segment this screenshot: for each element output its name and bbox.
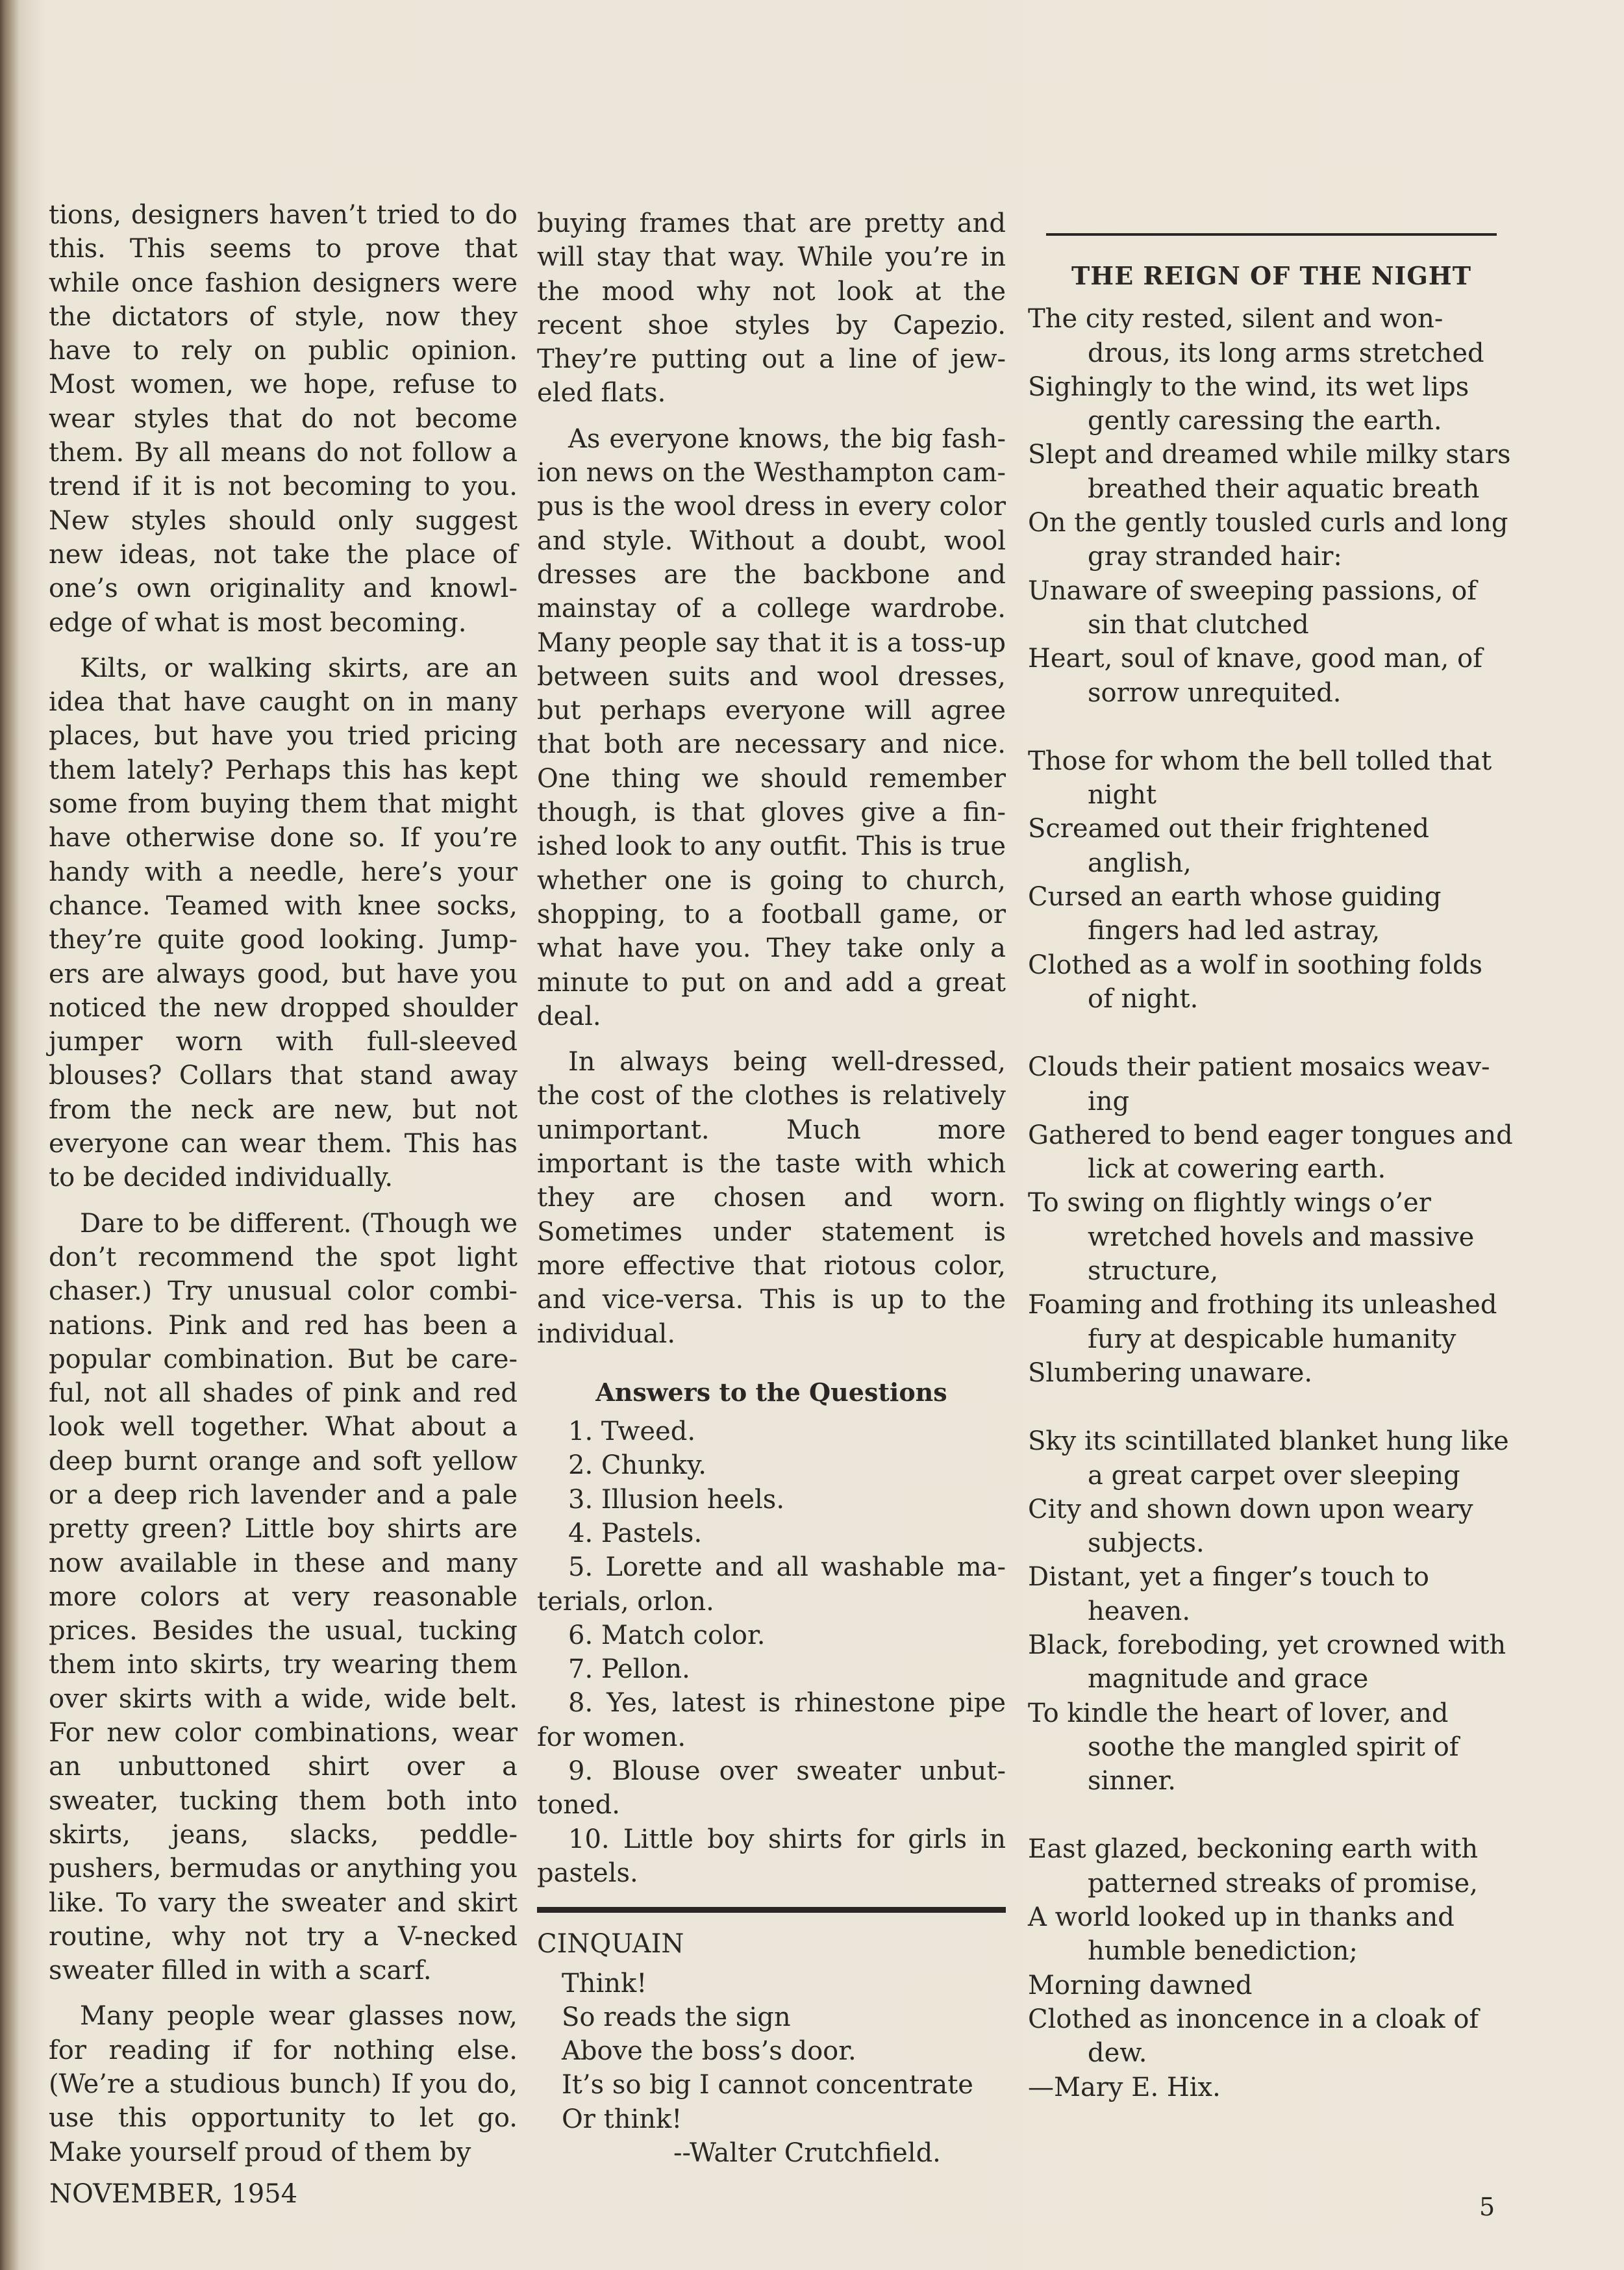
issue-date: NOVEMBER, 1954 — [49, 2179, 298, 2209]
poem-line: Screamed out their frightened anglish, — [1028, 814, 1430, 878]
poem-line: To kindle the heart of lover, and soothe the mangled spirit of sinner. — [1028, 1698, 1459, 1797]
article-paragraph: Kilts, or walking skirts, are an idea that have caught on in many places, but have you tried pricing them lately? Perhaps this has kept some from buying them that might have otherwise done so. If you’re handy with a needle, here’s your chance. Teamed with knee socks, they’re quite good looking. Jumpers are always good, but have you noticed the new dropped shoulder jumper worn with full-sleeved blouses? Collars that stand away from the neck are new, but not everyone can wear them. This has to be decided individually. — [49, 653, 518, 1193]
poem-line: Think! — [562, 1968, 647, 1999]
poem-line: So reads the sign — [562, 2002, 791, 2032]
poem-line: Above the boss’s door. — [562, 2036, 856, 2067]
poem-line: On the gently tousled curls and long gray stranded hair: — [1028, 508, 1508, 572]
poem-stanza — [1028, 1832, 1515, 2070]
poem-title: THE REIGN OF THE NIGHT — [1071, 261, 1471, 290]
poem-author: —Mary E. Hix. — [1028, 2072, 1221, 2102]
answer-item: 1. Tweed. — [568, 1417, 696, 1447]
poem-title: CINQUAIN — [537, 1929, 684, 1960]
poem-line: Sighingly to the wind, its wet lips gently caressing the earth. — [1028, 372, 1469, 436]
article-column-left — [49, 198, 518, 2169]
poem-line: City and shown down upon weary subjects. — [1028, 1494, 1473, 1559]
poem-column-right — [1028, 207, 1515, 2104]
article-paragraph: As everyone knows, the big fashion news on the Westhampton campus is the wool dress in every color and style. Without a doubt, wool dresses are the backbone and mainstay of a college wardrobe. Many people say that it is a toss-up between suits and wool dresses, but perhaps everyone will agree that both are necessary and nice. One thing we should remember though, is that gloves give a finished look to any outfit. This is true whether one is going to church, shopping, to a football game, or what have you. They take only a minute to put on and add a great deal. — [537, 423, 1006, 1031]
poem-line: Or think! — [562, 2104, 682, 2134]
poem-stanza — [1028, 1050, 1515, 1390]
poem-line: Those for whom the bell tolled that night — [1028, 746, 1492, 811]
answer-item: 7. Pellon. — [568, 1654, 690, 1685]
answer-item: 6. Match color. — [568, 1620, 766, 1650]
poem-line: Clothed as inoncence in a cloak of dew. — [1028, 2004, 1479, 2069]
answer-item: 10. Little boy shirts for girls in pastels. — [537, 1824, 1006, 1888]
answer-item: 9. Blouse over sweater unbuttoned. — [537, 1756, 1006, 1821]
article-paragraph: buying frames that are pretty and will stay that way. While you’re in the mood why not look at the recent shoe styles by Capezio. They’re putting out a line of jeweled flats. — [537, 208, 1006, 409]
answer-item: 3. Illusion heels. — [568, 1484, 785, 1515]
poem-line: Foaming and frothing its unleashed fury at despicable humanity — [1028, 1290, 1497, 1354]
poem-line: Slumbering unaware. — [1028, 1357, 1313, 1388]
poem-line: It’s so big I cannot concentrate — [562, 2070, 973, 2100]
poem-line: Clothed as a wolf in soothing folds of night. — [1028, 950, 1483, 1014]
poem-line: The city rested, silent and wondrous, its long arms stretched — [1028, 304, 1484, 368]
poem-line: A world looked up in thanks and humble benediction; — [1028, 1902, 1455, 1967]
article-paragraph: Dare to be different. (Though we don’t recommend the spot light chaser.) Try unusual color combinations. Pink and red has been a popular combination. But be careful, not all shades of pink and red look well together. What about a deep burnt orange and soft yellow or a deep rich lavender and a pale pretty green? Little boy shirts are now available in these and many more colors at very reasonable prices. Besides the usual, tucking them into skirts, try wearing them over skirts with a wide, wide belt. For new color combinations, wear an unbuttoned shirt over a sweater, tucking them both into skirts, jeans, slacks, peddle-pushers, bermudas or anything you like. To vary the sweater and skirt routine, why not try a V-necked sweater filled in with a scarf. — [49, 1208, 518, 1986]
answers-section — [537, 1376, 1006, 1890]
poem-line: Slept and dreamed while milky stars breathed their aquatic breath — [1028, 440, 1511, 504]
divider-rule — [537, 1907, 1006, 1913]
cinquain-poem — [537, 1927, 1006, 2170]
poem-line: East glazed, beckoning earth with patterned streaks of promise, — [1028, 1834, 1479, 1898]
article-paragraph: In always being well-dressed, the cost of the clothes is relatively unimportant. Much more important is the taste with which they are chosen and worn. Sometimes under statement is more effective that riotous color, and vice-versa. This is up to the individual. — [537, 1047, 1006, 1349]
answer-item: 8. Yes, latest is rhinestone pipe for women. — [537, 1688, 1006, 1752]
article-paragraph: Many people wear glasses now, for reading if for nothing else. (We’re a studious bunch) If you do, use this opportunity to let go. Make yourself proud of them by — [49, 2001, 518, 2167]
poem-line: Heart, soul of knave, good man, of sorrow unrequited. — [1028, 644, 1482, 708]
answers-heading: Answers to the Questions — [595, 1377, 947, 1407]
poem-line: Black, foreboding, yet crowned with magnitude and grace — [1028, 1630, 1506, 1695]
answer-item: 2. Chunky. — [568, 1450, 707, 1481]
poem-line: Clouds their patient mosaics weaving — [1028, 1052, 1490, 1116]
poem-author: --Walter Crutchfield. — [673, 2138, 941, 2169]
poem-line: Unaware of sweeping passions, of sin that clutched — [1028, 575, 1477, 640]
poem-stanza — [1028, 744, 1515, 1016]
poem-line: To swing on flightly wings o’er wretched hovels and massive structure, — [1028, 1188, 1475, 1287]
article-paragraph: tions, designers haven’t tried to do this. This seems to prove that while once fashion designers were the dictators of style, now they have to rely on public opinion. Most women, we hope, refuse to wear styles that do not become them. By all means do not follow a trend if it is not becoming to you. New styles should only suggest new ideas, not take the place of one’s own originality and knowledge of what is most becoming. — [49, 200, 518, 638]
answer-item: 4. Pastels. — [568, 1518, 703, 1548]
divider-rule — [1046, 233, 1497, 236]
poem-line: Distant, yet a finger’s touch to heaven. — [1028, 1562, 1429, 1626]
poem-line: Morning dawned — [1028, 1970, 1253, 2000]
article-column-middle — [537, 207, 1006, 2170]
poem-line: Gathered to bend eager tongues and lick at cowering earth. — [1028, 1120, 1513, 1185]
poem-line: Sky its scintillated blanket hung like a great carpet over sleeping — [1028, 1426, 1509, 1491]
page-number: 5 — [1479, 2193, 1495, 2221]
poem-stanza — [1028, 302, 1515, 710]
poem-line: Cursed an earth whose guiding fingers had led astray, — [1028, 882, 1442, 946]
answer-item: 5. Lorette and all washable materials, orlon. — [537, 1552, 1006, 1617]
poem-stanza — [1028, 1424, 1515, 1798]
